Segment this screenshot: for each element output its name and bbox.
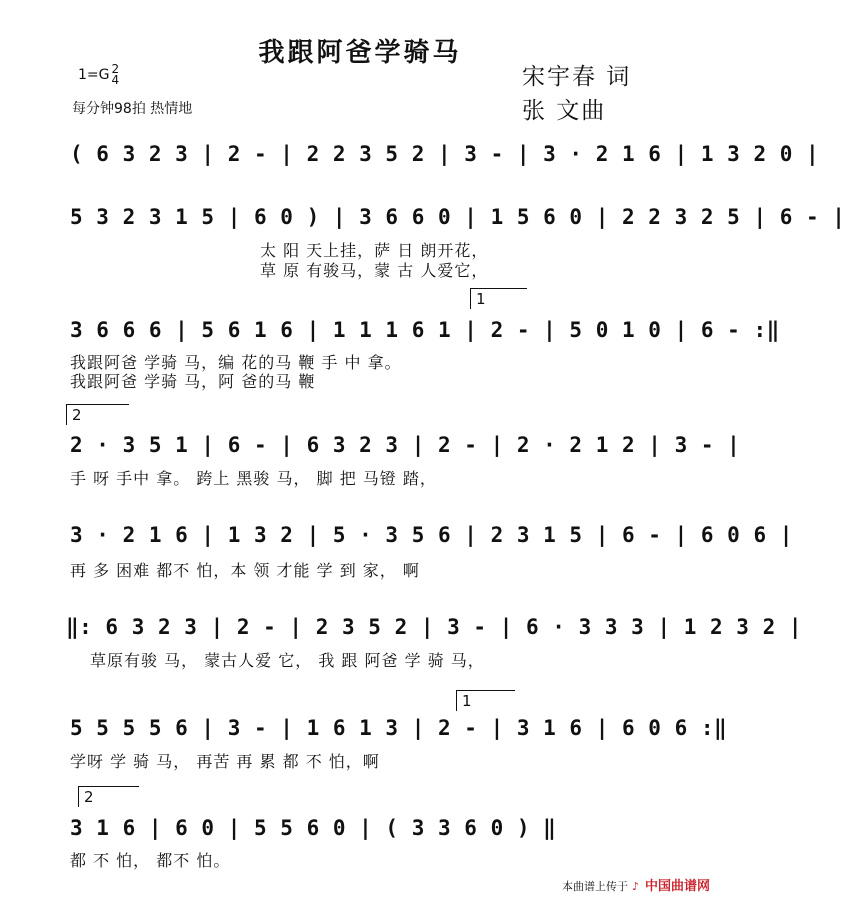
second-ending-number-2: 2 <box>84 788 94 806</box>
footer-upload-text: 本曲谱上传于 <box>561 880 628 893</box>
second-ending-number: 2 <box>72 406 82 424</box>
first-ending-bracket <box>470 288 527 309</box>
time-signature <box>112 64 120 86</box>
time-numerator: 2 <box>111 62 120 76</box>
footer-site-name: 中国曲谱网 <box>644 879 710 894</box>
footer-attribution <box>562 875 710 894</box>
composer-credit: 张 文曲 <box>522 98 607 124</box>
lyric-line-3b: 我跟阿爸 学骑 马，阿 爸的马 鞭 <box>70 372 316 391</box>
lyric-line-4: 手 呀 手中 拿。 跨上 黑骏 马， 脚 把 马镫 踏， <box>70 469 437 488</box>
first-ending-number-2: 1 <box>462 692 472 710</box>
key-label: 1=G <box>78 67 110 83</box>
lyric-line-2a: 太 阳 天上挂，萨 日 朗开花， <box>260 241 489 260</box>
lyric-line-3a: 我跟阿爸 学骑 马，编 花的马 鞭 手 中 拿。 <box>70 353 402 372</box>
lyric-line-8: 都 不 怕， 都不 怕。 <box>70 851 231 870</box>
lyric-line-6: 草原有骏 马， 蒙古人爱 它， 我 跟 阿爸 学 骑 马， <box>90 651 485 670</box>
score-line-7: 5 5 5 5 6 | 3 - | 1 6 1 3 | 2 - | 3 1 6 | 6 0 6 :‖ <box>70 716 728 740</box>
score-line-2: 5 3 2 3 1 5 | 6 0 ) | 3 6 6 0 | 1 5 6 0 | 2 2 3 2 5 | 6 - | <box>70 205 845 229</box>
second-ending-bracket <box>66 404 129 425</box>
score-line-3: 3 6 6 6 | 5 6 1 6 | 1 1 1 6 1 | 2 - | 5 0 1 0 | 6 - :‖ <box>70 318 780 342</box>
first-ending-bracket-2 <box>456 690 515 711</box>
tempo-marking: 每分钟98拍 热情地 <box>72 101 193 117</box>
first-ending-number: 1 <box>476 290 486 308</box>
score-line-6: ‖: 6 3 2 3 | 2 - | 2 3 5 2 | 3 - | 6 · 3 3 3 | 1 2 3 2 | <box>66 615 803 639</box>
time-denominator: 4 <box>111 73 120 87</box>
score-line-4: 2 · 3 5 1 | 6 - | 6 3 2 3 | 2 - | 2 · 2 1 2 | 3 - | <box>70 433 741 457</box>
lyric-line-2b: 草 原 有骏马，蒙 古 人爱它， <box>260 261 489 280</box>
page-title: 我跟阿爸学骑马 <box>258 38 462 68</box>
score-line-8: 3 1 6 | 6 0 | 5 5 6 0 | ( 3 3 6 0 ) ‖ <box>70 816 557 840</box>
site-logo-icon: ♪ <box>631 880 639 893</box>
score-line-1: ( 6 3 2 3 | 2 - | 2 2 3 5 2 | 3 - | 3 · 2 1 6 | 1 3 2 0 | <box>70 142 820 166</box>
second-ending-bracket-2 <box>78 786 139 807</box>
lyric-line-5: 再 多 困难 都不 怕，本 领 才能 学 到 家， 啊 <box>70 561 420 580</box>
key-signature <box>78 64 119 86</box>
lyricist-credit: 宋宇春 词 <box>522 64 632 90</box>
score-line-5: 3 · 2 1 6 | 1 3 2 | 5 · 3 5 6 | 2 3 1 5 | 6 - | 6 0 6 | <box>70 523 793 547</box>
lyric-line-7: 学呀 学 骑 马， 再苦 再 累 都 不 怕，啊 <box>70 752 380 771</box>
